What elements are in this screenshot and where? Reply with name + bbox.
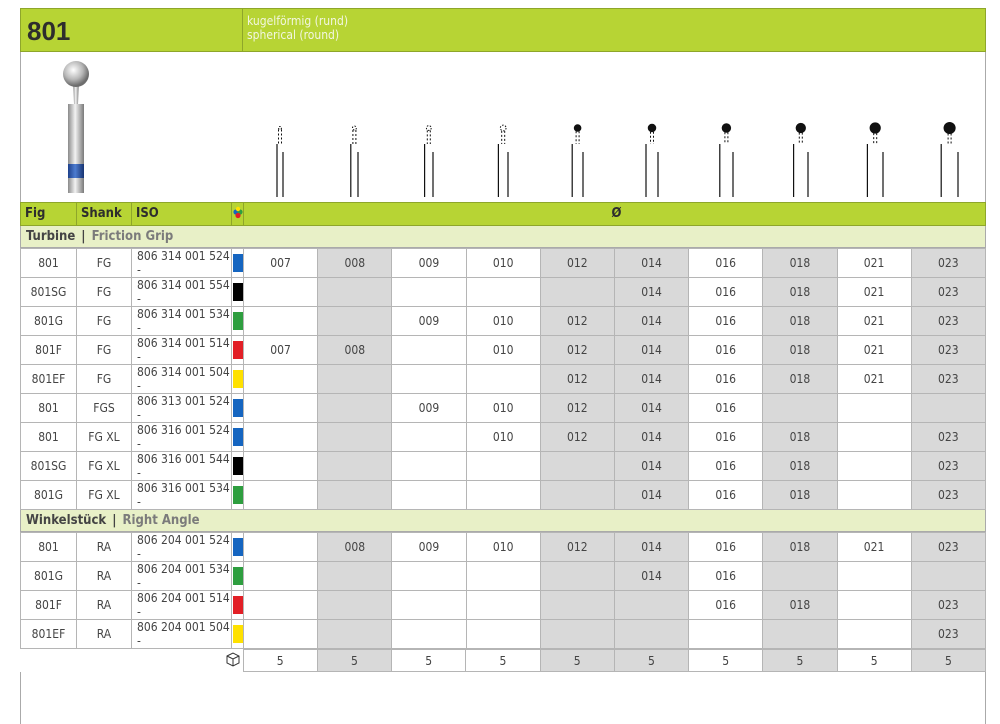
cell-size: 007 <box>244 336 318 365</box>
cell-size: 018 <box>763 307 837 336</box>
cell-iso: 806 313 001 524 - <box>132 394 232 423</box>
cell-size <box>318 394 392 423</box>
bur-profile-drawing <box>646 124 658 197</box>
cell-size: 012 <box>540 533 614 562</box>
cell-size <box>318 365 392 394</box>
cell-size: 021 <box>837 307 911 336</box>
cell-iso: 806 204 001 524 - <box>132 533 232 562</box>
cell-size <box>466 481 540 510</box>
cell-size <box>392 278 466 307</box>
cell-size: 023 <box>911 307 985 336</box>
cell-size <box>763 620 837 649</box>
product-header <box>20 8 986 52</box>
cell-fig: 801F <box>21 591 77 620</box>
cell-size <box>244 533 318 562</box>
cell-size: 023 <box>911 591 985 620</box>
lower-blank-area <box>20 672 986 724</box>
cell-size: 016 <box>689 481 763 510</box>
cell-shank: FG XL <box>77 423 132 452</box>
color-code-swatch <box>232 336 244 365</box>
cell-fig: 801G <box>21 481 77 510</box>
cell-size: 009 <box>392 307 466 336</box>
cell-size <box>837 562 911 591</box>
cell-shank: FG XL <box>77 452 132 481</box>
color-code-swatch <box>232 249 244 278</box>
figure-number: 801 <box>21 9 243 51</box>
cell-size: 010 <box>466 249 540 278</box>
cell-size: 009 <box>392 533 466 562</box>
cell-size: 016 <box>689 307 763 336</box>
bur-profile-drawing <box>277 127 283 198</box>
column-diameter: Ø <box>611 206 622 221</box>
table-row <box>21 620 986 649</box>
cell-size <box>244 481 318 510</box>
section-title-en: Friction Grip <box>91 229 174 244</box>
bur-profile-drawing <box>498 125 508 197</box>
cell-size: 010 <box>466 307 540 336</box>
bur-profile-drawings <box>243 52 987 202</box>
cell-size: 023 <box>911 423 985 452</box>
cell-size: 018 <box>763 365 837 394</box>
cell-size: 016 <box>689 533 763 562</box>
cell-pack-quantity: 5 <box>614 650 688 672</box>
bur-profile-drawing <box>425 126 433 197</box>
color-code-swatch <box>232 591 244 620</box>
cell-pack-quantity: 5 <box>911 650 985 672</box>
cell-shank: FGS <box>77 394 132 423</box>
cell-shank: FG <box>77 278 132 307</box>
cell-pack-quantity: 5 <box>243 650 317 672</box>
cell-size: 018 <box>763 249 837 278</box>
cell-iso: 806 314 001 514 - <box>132 336 232 365</box>
cell-size: 014 <box>614 562 688 591</box>
cell-iso: 806 314 001 534 - <box>132 307 232 336</box>
cell-pack-quantity: 5 <box>392 650 466 672</box>
cell-size <box>837 394 911 423</box>
cell-size: 014 <box>614 423 688 452</box>
cell-size: 021 <box>837 249 911 278</box>
cell-fig: 801EF <box>21 365 77 394</box>
column-shank: Shank <box>77 203 132 225</box>
cell-shank: FG <box>77 307 132 336</box>
cell-size <box>466 562 540 591</box>
cell-size <box>244 423 318 452</box>
cell-size <box>244 365 318 394</box>
cell-size: 018 <box>763 278 837 307</box>
table-row <box>21 423 986 452</box>
section-title-de: Winkelstück <box>26 513 107 528</box>
cell-size: 023 <box>911 533 985 562</box>
cell-size <box>318 620 392 649</box>
table-row <box>21 394 986 423</box>
cell-pack-quantity: 5 <box>540 650 614 672</box>
cell-shank: FG XL <box>77 481 132 510</box>
cell-size <box>244 394 318 423</box>
cell-size: 008 <box>318 249 392 278</box>
product-table <box>20 248 986 510</box>
color-code-swatch <box>232 533 244 562</box>
cell-size <box>392 365 466 394</box>
cell-size <box>318 307 392 336</box>
cell-size: 010 <box>466 533 540 562</box>
cell-size: 014 <box>614 336 688 365</box>
cell-size <box>540 591 614 620</box>
cell-iso: 806 316 001 544 - <box>132 452 232 481</box>
cell-size: 018 <box>763 452 837 481</box>
cell-shank: FG <box>77 249 132 278</box>
cell-size: 014 <box>614 481 688 510</box>
cell-size: 023 <box>911 365 985 394</box>
cell-size <box>318 278 392 307</box>
cell-size <box>540 481 614 510</box>
cell-size: 018 <box>763 481 837 510</box>
table-row <box>21 365 986 394</box>
cell-size <box>244 591 318 620</box>
section-separator: | <box>81 229 86 244</box>
cell-fig: 801EF <box>21 620 77 649</box>
table-row <box>21 562 986 591</box>
cell-size <box>466 278 540 307</box>
bur-photo <box>56 60 96 195</box>
color-code-swatch <box>232 423 244 452</box>
cell-iso: 806 314 001 524 - <box>132 249 232 278</box>
column-header-row <box>20 202 986 226</box>
cell-fig: 801 <box>21 423 77 452</box>
cell-size: 018 <box>763 423 837 452</box>
cell-size <box>614 620 688 649</box>
cell-size <box>540 452 614 481</box>
cell-size <box>837 620 911 649</box>
cell-size: 008 <box>318 336 392 365</box>
shape-english: spherical (round) <box>247 28 340 42</box>
cell-size <box>392 591 466 620</box>
cell-size <box>540 562 614 591</box>
cell-size: 023 <box>911 452 985 481</box>
cell-shank: RA <box>77 620 132 649</box>
cell-size: 018 <box>763 533 837 562</box>
cell-size <box>318 452 392 481</box>
color-code-swatch <box>232 481 244 510</box>
cell-size <box>244 452 318 481</box>
cell-size <box>763 394 837 423</box>
cell-size <box>318 591 392 620</box>
color-code-swatch <box>232 307 244 336</box>
cell-size: 021 <box>837 533 911 562</box>
cell-size <box>689 620 763 649</box>
cell-size: 012 <box>540 423 614 452</box>
color-code-swatch <box>232 394 244 423</box>
shape-description <box>243 9 348 51</box>
cell-pack-quantity: 5 <box>763 650 837 672</box>
cell-size <box>614 591 688 620</box>
bur-profile-drawing <box>351 126 358 197</box>
table-row <box>21 533 986 562</box>
cell-size <box>540 278 614 307</box>
cell-size <box>392 481 466 510</box>
cell-fig: 801SG <box>21 452 77 481</box>
table-row <box>21 278 986 307</box>
cell-fig: 801F <box>21 336 77 365</box>
color-code-swatch <box>232 365 244 394</box>
table-row <box>21 307 986 336</box>
table-row <box>21 481 986 510</box>
cell-iso: 806 314 001 554 - <box>132 278 232 307</box>
cell-size <box>392 423 466 452</box>
cell-fig: 801SG <box>21 278 77 307</box>
cell-fig: 801G <box>21 562 77 591</box>
cell-size: 012 <box>540 336 614 365</box>
cell-size <box>244 620 318 649</box>
cell-size: 016 <box>689 452 763 481</box>
cell-size: 016 <box>689 562 763 591</box>
cell-fig: 801 <box>21 249 77 278</box>
box-icon <box>231 650 243 672</box>
cell-size <box>392 336 466 365</box>
cell-size: 014 <box>614 452 688 481</box>
cell-size: 018 <box>763 336 837 365</box>
cell-size: 016 <box>689 365 763 394</box>
cell-size: 016 <box>689 336 763 365</box>
cell-size: 023 <box>911 278 985 307</box>
cell-size: 012 <box>540 394 614 423</box>
color-code-swatch <box>232 562 244 591</box>
cell-shank: RA <box>77 533 132 562</box>
cell-size: 010 <box>466 423 540 452</box>
bur-profile-drawing <box>720 124 733 197</box>
cell-size: 018 <box>763 591 837 620</box>
cell-size <box>466 591 540 620</box>
table-row <box>21 336 986 365</box>
cell-size: 007 <box>244 249 318 278</box>
column-iso: ISO <box>132 203 232 225</box>
cell-size <box>392 562 466 591</box>
cell-pack-quantity: 5 <box>466 650 540 672</box>
cell-pack-quantity: 5 <box>689 650 763 672</box>
section-separator: | <box>112 513 117 528</box>
cell-fig: 801 <box>21 533 77 562</box>
cell-size: 014 <box>614 394 688 423</box>
cell-size <box>837 423 911 452</box>
cell-size: 012 <box>540 365 614 394</box>
product-images <box>20 52 986 202</box>
cell-size: 023 <box>911 336 985 365</box>
cell-size <box>244 307 318 336</box>
cell-pack-quantity: 5 <box>317 650 391 672</box>
color-code-swatch <box>232 452 244 481</box>
cell-size: 021 <box>837 336 911 365</box>
cell-size <box>837 481 911 510</box>
section-header <box>20 510 986 532</box>
section-title-en: Right Angle <box>122 513 200 528</box>
cell-size <box>244 278 318 307</box>
cell-size <box>540 620 614 649</box>
cell-size: 016 <box>689 394 763 423</box>
cell-size: 023 <box>911 249 985 278</box>
cell-size: 010 <box>466 394 540 423</box>
cell-size: 023 <box>911 620 985 649</box>
cell-pack-quantity: 5 <box>837 650 911 672</box>
cell-size <box>392 452 466 481</box>
cell-size: 014 <box>614 533 688 562</box>
bur-profile-drawing <box>867 123 883 197</box>
cell-fig: 801 <box>21 394 77 423</box>
cell-size <box>392 620 466 649</box>
cell-shank: FG <box>77 365 132 394</box>
cell-iso: 806 314 001 504 - <box>132 365 232 394</box>
cell-iso: 806 316 001 524 - <box>132 423 232 452</box>
shape-german: kugelförmig (rund) <box>247 14 349 28</box>
cell-size: 014 <box>614 365 688 394</box>
pack-quantity-table <box>20 649 986 672</box>
cell-size <box>318 481 392 510</box>
cell-iso: 806 204 001 534 - <box>132 562 232 591</box>
cell-size: 014 <box>614 307 688 336</box>
cell-size <box>763 562 837 591</box>
section-title-de: Turbine <box>26 229 76 244</box>
cell-shank: RA <box>77 562 132 591</box>
bur-profile-drawing <box>572 125 583 197</box>
cell-size <box>318 562 392 591</box>
cell-shank: RA <box>77 591 132 620</box>
cell-size <box>837 591 911 620</box>
cell-size <box>911 394 985 423</box>
table-row <box>21 591 986 620</box>
cell-size: 012 <box>540 249 614 278</box>
cell-size: 009 <box>392 249 466 278</box>
cell-iso: 806 204 001 504 - <box>132 620 232 649</box>
cell-size <box>244 562 318 591</box>
cell-size: 010 <box>466 336 540 365</box>
cell-size: 009 <box>392 394 466 423</box>
cell-iso: 806 316 001 534 - <box>132 481 232 510</box>
cell-size: 016 <box>689 591 763 620</box>
cell-size: 016 <box>689 423 763 452</box>
bur-profile-drawing <box>794 123 808 197</box>
cell-iso: 806 204 001 514 - <box>132 591 232 620</box>
cell-size <box>318 423 392 452</box>
cell-size: 021 <box>837 365 911 394</box>
color-code-icon <box>232 203 244 225</box>
bur-profile-drawing <box>941 122 958 197</box>
cell-size: 021 <box>837 278 911 307</box>
cell-size: 014 <box>614 278 688 307</box>
cell-size <box>837 452 911 481</box>
color-code-swatch <box>232 620 244 649</box>
cell-size: 012 <box>540 307 614 336</box>
cell-size <box>466 365 540 394</box>
table-row <box>21 452 986 481</box>
column-fig: Fig <box>21 203 77 225</box>
cell-fig: 801G <box>21 307 77 336</box>
cell-size: 016 <box>689 278 763 307</box>
product-sheet <box>20 8 986 724</box>
cell-size <box>466 452 540 481</box>
cell-size <box>466 620 540 649</box>
section-header <box>20 226 986 248</box>
product-table <box>20 532 986 649</box>
cell-shank: FG <box>77 336 132 365</box>
table-row <box>21 249 986 278</box>
cell-size: 016 <box>689 249 763 278</box>
cell-size <box>911 562 985 591</box>
cell-size: 014 <box>614 249 688 278</box>
cell-size: 008 <box>318 533 392 562</box>
color-code-swatch <box>232 278 244 307</box>
cell-size: 023 <box>911 481 985 510</box>
